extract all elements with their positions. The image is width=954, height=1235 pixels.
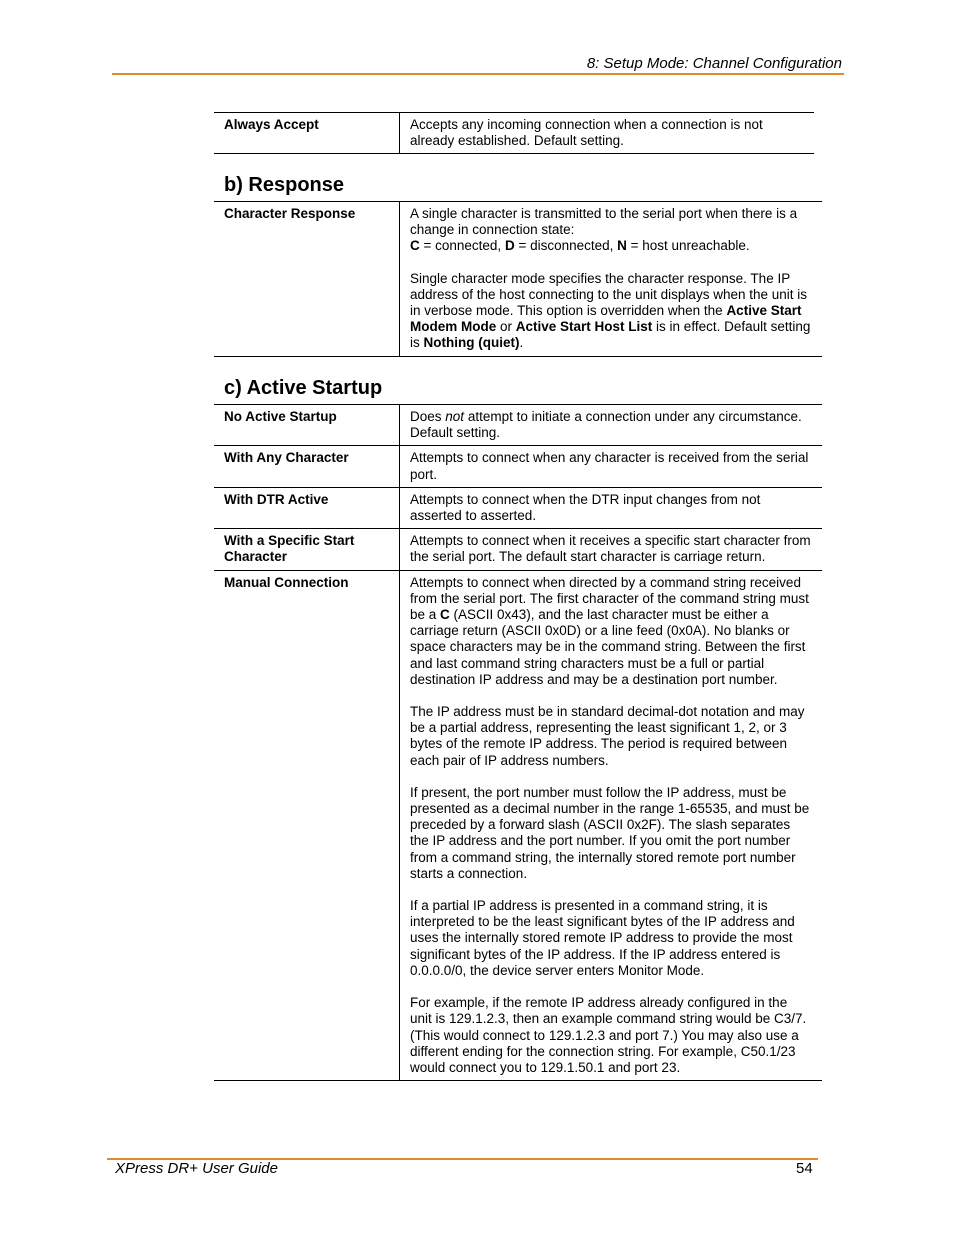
no-active-emphasis: not bbox=[445, 409, 465, 424]
manual-para-3: If present, the port number must follow the IP address, must be presented as a decimal number in the range 1-65535, and must be preceded by a forward slash (ASCII 0x2F). The slash separates the IP address and the port number. If you omit the port number from a command string, the internally stored remote port number starts a connection. bbox=[410, 784, 810, 881]
desc-always-accept: Accepts any incoming connection when a connection is not already established. Default setting. bbox=[410, 117, 763, 149]
code-n: N bbox=[617, 238, 627, 254]
manual-para-5: For example, if the remote IP address already configured in the unit is 129.1.2.3, then an example command string would be C3/7. (This would connect to 129.1.2.3 and port 7.) You may also use a different ending for the connection string. For example, C50.1/23 would connect you to 129.1.50.1 and port 23. bbox=[410, 995, 807, 1075]
code-d: D bbox=[504, 238, 515, 254]
page-header-chapter: 8: Setup Mode: Channel Configuration bbox=[586, 55, 842, 72]
response-p2-c: is in effect. Default setting is bbox=[410, 319, 811, 351]
table-row bbox=[214, 487, 822, 528]
manual-para-4: If a partial IP address is presented in a command string, it is interpreted to be the least significant bytes of the IP address and uses the internally stored remote IP address to provide the most significant bytes of the IP address. If the IP address entered is 0.0.0.0/0, the device server enters Monitor Mode. bbox=[410, 898, 795, 978]
manual-p1-bold: C bbox=[440, 607, 450, 623]
response-p2-bold-3: Nothing (quiet) bbox=[423, 335, 520, 351]
response-para-2 bbox=[410, 271, 812, 352]
desc-manual-connection bbox=[400, 570, 823, 1080]
response-para-1 bbox=[410, 206, 812, 255]
code-n-text: = host unreachable. bbox=[626, 238, 750, 254]
table-row bbox=[214, 529, 822, 570]
term-with-any-character: With Any Character bbox=[214, 446, 400, 487]
footer-title: XPress DR+ User Guide bbox=[115, 1160, 278, 1177]
desc-with-any-character: Attempts to connect when any character is received from the serial port. bbox=[410, 450, 809, 482]
table-row bbox=[214, 113, 814, 154]
response-p2-bold-2: Active Start Host List bbox=[515, 319, 653, 335]
desc-with-dtr-active: Attempts to connect when the DTR input changes from not asserted to asserted. bbox=[410, 491, 761, 524]
term-with-specific-start-character: With a Specific Start Character bbox=[214, 529, 400, 570]
section-title-active-startup: c) Active Startup bbox=[224, 377, 383, 399]
accept-table bbox=[214, 112, 814, 154]
code-c: C bbox=[410, 238, 420, 254]
response-p2-bold-1: Active Start Modem Mode bbox=[410, 303, 802, 335]
desc-no-active-startup bbox=[400, 405, 823, 446]
response-p2-or: or bbox=[496, 319, 516, 335]
response-intro: A single character is transmitted to the serial port when there is a change in connection state: bbox=[410, 206, 798, 238]
manual-p1-c: (ASCII 0x43), and the last character must be either a carriage return (ASCII 0x0D) or a line feed (0x0A). No blanks or space characters may be in the command string. Between the first and last command string characters must be a full or partial destination IP address and may be a destination port number. bbox=[410, 607, 806, 687]
manual-para-2: The IP address must be in standard decimal-dot notation and may be a partial address, representing the least significant 1, 2, or 3 bytes of the remote IP address. The period is required between each pair of IP address numbers. bbox=[410, 704, 805, 768]
term-character-response: Character Response bbox=[214, 202, 400, 357]
response-p2-a: Single character mode specifies the character response. The IP address of the host connecting to the unit displays when the unit is in verbose mode. This option is overridden when the bbox=[410, 270, 807, 319]
term-always-accept: Always Accept bbox=[214, 113, 400, 154]
manual-para-1 bbox=[410, 575, 812, 688]
code-c-text: = connected, bbox=[419, 238, 505, 254]
page-number: 54 bbox=[796, 1160, 813, 1177]
manual-p1-a: Attempts to connect when directed by a command string received from the serial port. The first character of the command string must be a bbox=[410, 574, 809, 623]
desc-with-specific-start-character: Attempts to connect when it receives a specific start character from the serial port. The default start character is carriage return. bbox=[410, 533, 811, 565]
table-row bbox=[214, 202, 822, 357]
term-no-active-startup: No Active Startup bbox=[214, 405, 400, 446]
term-with-dtr-active: With DTR Active bbox=[214, 487, 400, 528]
no-active-post: attempt to initiate a connection under any circumstance. Default setting. bbox=[410, 409, 802, 441]
header-rule bbox=[112, 73, 844, 75]
table-row bbox=[214, 446, 822, 487]
response-p2-end: . bbox=[519, 335, 524, 351]
desc-character-response bbox=[400, 202, 823, 357]
code-d-text: = disconnected, bbox=[514, 238, 618, 254]
no-active-pre: Does bbox=[410, 409, 446, 424]
term-manual-connection: Manual Connection bbox=[214, 570, 400, 1080]
section-title-response: b) Response bbox=[224, 174, 345, 196]
active-startup-table bbox=[214, 404, 822, 1081]
table-row bbox=[214, 570, 822, 1080]
table-row bbox=[214, 405, 822, 446]
response-table bbox=[214, 201, 822, 357]
